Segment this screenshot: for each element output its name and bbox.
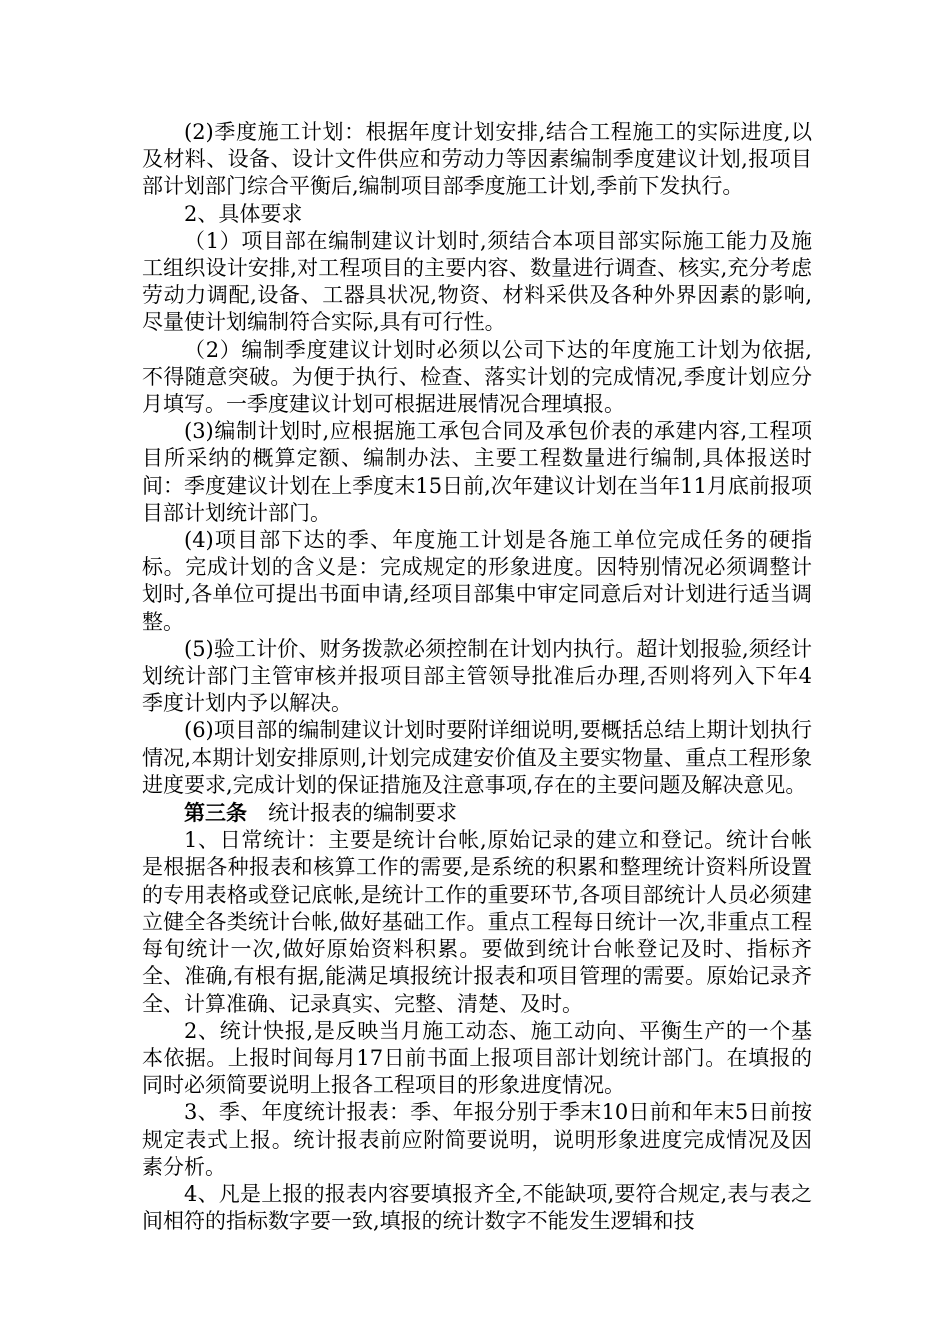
paragraph-specific-requirements: 2、具体要求 bbox=[184, 201, 303, 226]
document-body bbox=[142, 119, 812, 1235]
section-heading-number: 第三条 bbox=[184, 800, 247, 826]
section-heading-title: 统计报表的编制要求 bbox=[268, 801, 457, 826]
paragraph-requirement-5: (5)验工计价、财务拨款必须控制在计划内执行。超计划报验,须经计划统计部门主管审核并报项目部主管领导批准后办理,否则将列入下年4季度计划内予以解决。 bbox=[142, 636, 812, 716]
paragraph-requirement-3: (3)编制计划时,应根据施工承包合同及承包价表的承建内容,工程项目所采纳的概算定额、编制办法、主要工程数量进行编制,具体报送时间：季度建议计划在上季度末15日前,次年建议计划在当年11月底前报项目部计划统计部门。 bbox=[142, 419, 812, 525]
paragraph-daily-statistics: 1、日常统计：主要是统计台帐,原始记录的建立和登记。统计台帐是根据各种报表和核算工作的需要,是系统的积累和整理统计资料所设置的专用表格或登记底帐,是统计工作的重要环节,各项目部统计人员必须建立健全各类统计台帐,做好基础工作。重点工程每日统计一次,非重点工程每旬统计一次,做好原始资料积累。要做到统计台帐登记及时、指标齐全、准确,有根有据,能满足填报统计报表和项目管理的需要。原始记录齐全、计算准确、记录真实、完整、清楚、及时。 bbox=[142, 828, 812, 1016]
paragraph-quarterly-annual-report: 3、季、年度统计报表：季、年报分别于季末10日前和年末5日前按规定表式上报。统计报表前应附简要说明，说明形象进度完成情况及因素分析。 bbox=[142, 1100, 812, 1179]
paragraph-requirement-2: （2）编制季度建议计划时必须以公司下达的年度施工计划为依据,不得随意突破。为便于执行、检查、落实计划的完成情况,季度计划应分月填写。一季度建议计划可根据进展情况合理填报。 bbox=[142, 337, 812, 417]
paragraph-requirement-6: (6)项目部的编制建议计划时要附详细说明,要概括总结上期计划执行情况,本期计划安排原则,计划完成建安价值及主要实物量、重点工程形象进度要求,完成计划的保证措施及注意事项,存在的主要问题及解决意见。 bbox=[142, 718, 812, 797]
paragraph-requirement-1: （1）项目部在编制建议计划时,须结合本项目部实际施工能力及施工组织设计安排,对工程项目的主要内容、数量进行调查、核实,充分考虑劳动力调配,设备、工器具状况,物资、材料采供及各种外界因素的影响,尽量使计划编制符合实际,具有可行性。 bbox=[142, 228, 812, 335]
paragraph-requirement-4: (4)项目部下达的季、年度施工计划是各施工单位完成任务的硬指标。完成计划的含义是：完成规定的形象进度。因特别情况必须调整计划时,各单位可提出书面申请,经项目部集中审定同意后对计划进行适当调整。 bbox=[142, 528, 812, 634]
paragraph-quarterly-plan: (2)季度施工计划：根据年度计划安排,结合工程施工的实际进度,以及材料、设备、设计文件供应和劳动力等因素编制季度建议计划,报项目部计划部门综合平衡后,编制项目部季度施工计划,季前下发执行。 bbox=[142, 120, 812, 199]
section-heading bbox=[142, 799, 812, 827]
paragraph-statistics-flash-report: 2、统计快报,是反映当月施工动态、施工动向、平衡生产的一个基本依据。上报时间每月17日前书面上报项目部计划统计部门。在填报的同时必须简要说明上报各工程项目的形象进度情况。 bbox=[142, 1018, 812, 1098]
paragraph-report-content-rules: 4、凡是上报的报表内容要填报齐全,不能缺项,要符合规定,表与表之间相符的指标数字要一致,填报的统计数字不能发生逻辑和技 bbox=[142, 1181, 812, 1234]
